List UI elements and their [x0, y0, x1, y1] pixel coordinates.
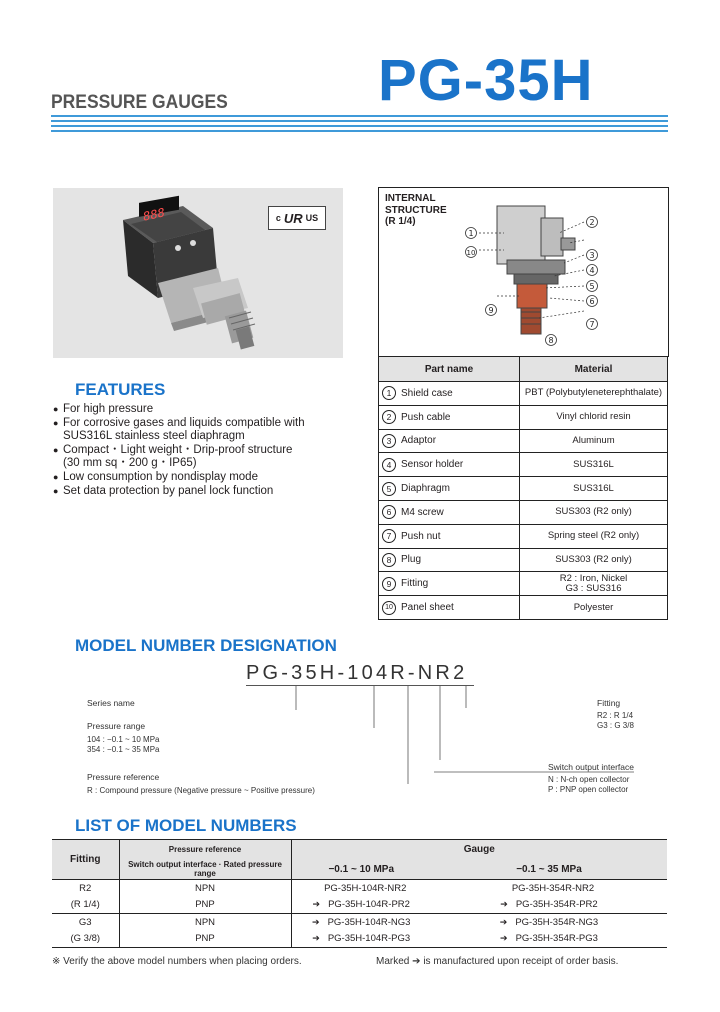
table-row: G3 NPN ➔ PG-35H-104R-NG3 ➔ PG-35H-354R-NG3 [52, 914, 667, 931]
ul-certification-badge [268, 206, 326, 230]
cert-right-text: US [305, 213, 319, 223]
bullet-icon: ● [53, 485, 59, 496]
table-header-row [52, 860, 667, 880]
page-subtitle: PRESSURE GAUGES [51, 92, 228, 113]
header-fitting: Fitting [52, 840, 119, 880]
part-number-badge: 6 [382, 505, 396, 519]
table-row: (G 3/8) PNP ➔ PG-35H-104R-PG3 ➔ PG-35H-354R-PG3 [52, 931, 667, 948]
series-name-label: Series name [87, 698, 135, 708]
callout-5: 5 [589, 282, 595, 291]
table-row: (R 1/4) PNP ➔ PG-35H-104R-PR2 ➔ PG-35H-354R-PR2 [52, 897, 667, 914]
table-row: 8 Plug SUS303 (R2 only) [379, 548, 668, 572]
model-numbers-table [52, 839, 667, 948]
table-row: 4 Sensor holder SUS316L [379, 453, 668, 477]
header-gauge: Gauge [291, 840, 667, 860]
features-heading: FEATURES [75, 380, 166, 399]
feature-item: (30 mm sq・200 g・IP65) [63, 457, 197, 470]
order-note: ※ Verify the above model numbers when placing orders. [52, 956, 302, 967]
arrow-icon: ➔ [412, 956, 421, 967]
feature-item: ● For high pressure [53, 403, 154, 415]
bullet-icon: ● [53, 444, 59, 455]
header-material: Material [520, 357, 668, 382]
header-part-name: Part name [379, 357, 520, 382]
header-pressure-reference: Pressure reference [119, 840, 291, 860]
part-number-badge: 10 [382, 601, 396, 615]
features-list [53, 403, 353, 498]
part-number-badge: 1 [382, 386, 396, 400]
feature-item: SUS316L stainless steel diaphragm [63, 430, 245, 443]
header-stripes [51, 115, 668, 135]
ur-mark-icon: UR [283, 210, 303, 226]
made-to-order-note: Marked ➔ is manufactured upon receipt of order basis. [376, 956, 619, 967]
feature-item: ● For corrosive gases and liquids compatible with [53, 416, 305, 429]
table-row: 9 Fitting R2 : Iron, Nickel G3 : SUS316 [379, 572, 668, 596]
header-range-10: −0.1 ~ 10 MPa [291, 860, 431, 880]
table-row: 3 Adaptor Aluminum [379, 429, 668, 453]
parts-material-table [378, 356, 668, 620]
part-number-badge: 2 [382, 410, 396, 424]
pressure-reference-label: Pressure reference [87, 772, 160, 782]
callout-7: 7 [589, 320, 595, 329]
header-switch-rated: Switch output interface · Rated pressure range [119, 860, 291, 880]
pressure-range-label: Pressure range [87, 721, 146, 731]
arrow-icon: ➔ [312, 899, 321, 910]
arrow-icon: ➔ [499, 916, 508, 927]
table-header-row [52, 840, 667, 860]
cert-left-text: c [275, 213, 281, 223]
fitting-label: Fitting [597, 698, 621, 708]
fitting-g3: G3 : G 3/8 [597, 721, 634, 730]
feature-item: ● Set data protection by panel lock function [53, 484, 274, 497]
bullet-icon: ● [53, 404, 59, 414]
model-list-heading: LIST OF MODEL NUMBERS [75, 816, 297, 835]
table-row: 5 Diaphragm SUS316L [379, 477, 668, 501]
bullet-icon: ● [53, 417, 59, 428]
model-code-example: PG-35H-104R-NR2 [246, 662, 468, 684]
range-104: 104 : −0.1 ~ 10 MPa [87, 735, 160, 744]
table-row: 6 M4 screw SUS303 (R2 only) [379, 500, 668, 524]
callout-6: 6 [589, 297, 595, 306]
structure-title: INTERNAL STRUCTURE (R 1/4) [385, 193, 447, 227]
switch-output-label: Switch output interface [548, 762, 634, 772]
part-number-badge: 7 [382, 529, 396, 543]
page-title: PG-35H [378, 48, 594, 113]
part-number-badge: 4 [382, 458, 396, 472]
header-range-35: −0.1 ~ 35 MPa [431, 860, 667, 880]
table-row: 10 Panel sheet Polyester [379, 596, 668, 620]
part-number-badge: 5 [382, 482, 396, 496]
callout-8: 8 [548, 336, 554, 345]
svg-text:888: 888 [143, 205, 165, 224]
model-designation-heading: MODEL NUMBER DESIGNATION [75, 636, 337, 655]
table-row: 7 Push nut Spring steel (R2 only) [379, 524, 668, 548]
arrow-icon: ➔ [500, 899, 508, 910]
table-row: R2 NPN PG-35H-104R-NR2 PG-35H-354R-NR2 [52, 880, 667, 897]
arrow-icon: ➔ [500, 933, 508, 944]
part-number-badge: 9 [382, 577, 396, 591]
table-row: 2 Push cable Vinyl chlorid resin [379, 405, 668, 429]
table-row: 1 Shield case PBT (Polybutyleneterephthalate) [379, 382, 668, 406]
callout-9: 9 [488, 306, 494, 315]
fitting-r2: R2 : R 1/4 [597, 711, 634, 720]
feature-item: ● Low consumption by nondisplay mode [53, 470, 258, 483]
arrow-icon: ➔ [312, 933, 320, 944]
bullet-icon: ● [53, 471, 59, 482]
switch-n: N : N-ch open collector [548, 775, 630, 784]
callout-2: 2 [589, 218, 595, 227]
callout-1: 1 [468, 229, 474, 238]
part-number-badge: 3 [382, 434, 396, 448]
callout-4: 4 [589, 266, 595, 275]
table-header-row [379, 357, 668, 382]
switch-p: P : PNP open collector [548, 785, 629, 794]
callout-3: 3 [589, 251, 595, 260]
part-number-badge: 8 [382, 553, 396, 567]
arrow-icon: ➔ [312, 916, 320, 927]
range-354: 354 : −0.1 ~ 35 MPa [87, 745, 160, 754]
callout-10: 10 [466, 249, 476, 257]
feature-item: ● Compact・Light weight・Drip-proof structure [53, 443, 293, 456]
reference-r: R : Compound pressure (Negative pressure ~ Positive pressure) [87, 786, 315, 795]
